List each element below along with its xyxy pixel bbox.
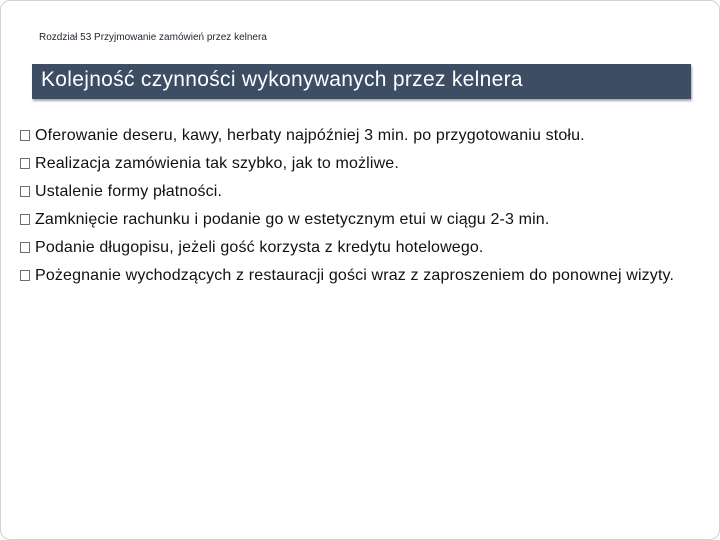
- checkbox-bullet-icon: [20, 270, 30, 281]
- chapter-header: Rozdział 53 Przyjmowanie zamówień przez kelnera: [39, 32, 267, 43]
- checkbox-bullet-icon: [20, 242, 30, 253]
- checkbox-bullet-icon: [20, 130, 30, 141]
- bullet-text: Pożegnanie wychodzących z restauracji gości wraz z zaproszeniem do ponownej wizyty.: [35, 267, 675, 284]
- checkbox-bullet-icon: [20, 214, 30, 225]
- list-item: [20, 125, 700, 146]
- bullet-text: Oferowanie deseru, kawy, herbaty najpóźniej 3 min. po przygotowaniu stołu.: [35, 127, 585, 144]
- list-item: [20, 209, 700, 230]
- checkbox-bullet-icon: [20, 158, 30, 169]
- list-item: [20, 237, 700, 258]
- list-item: [20, 181, 700, 202]
- slide-title: Kolejność czynności wykonywanych przez kelnera: [41, 68, 523, 91]
- list-item: [20, 153, 700, 174]
- bullet-list: [20, 125, 700, 293]
- bullet-text: Realizacja zamówienia tak szybko, jak to możliwe.: [35, 155, 399, 172]
- list-item: [20, 265, 700, 286]
- bullet-text: Podanie długopisu, jeżeli gość korzysta z kredytu hotelowego.: [35, 239, 484, 256]
- bullet-text: Ustalenie formy płatności.: [35, 183, 223, 200]
- bullet-text: Zamknięcie rachunku i podanie go w estetycznym etui w ciągu 2-3 min.: [35, 211, 550, 228]
- title-bar: [32, 64, 691, 99]
- checkbox-bullet-icon: [20, 186, 30, 197]
